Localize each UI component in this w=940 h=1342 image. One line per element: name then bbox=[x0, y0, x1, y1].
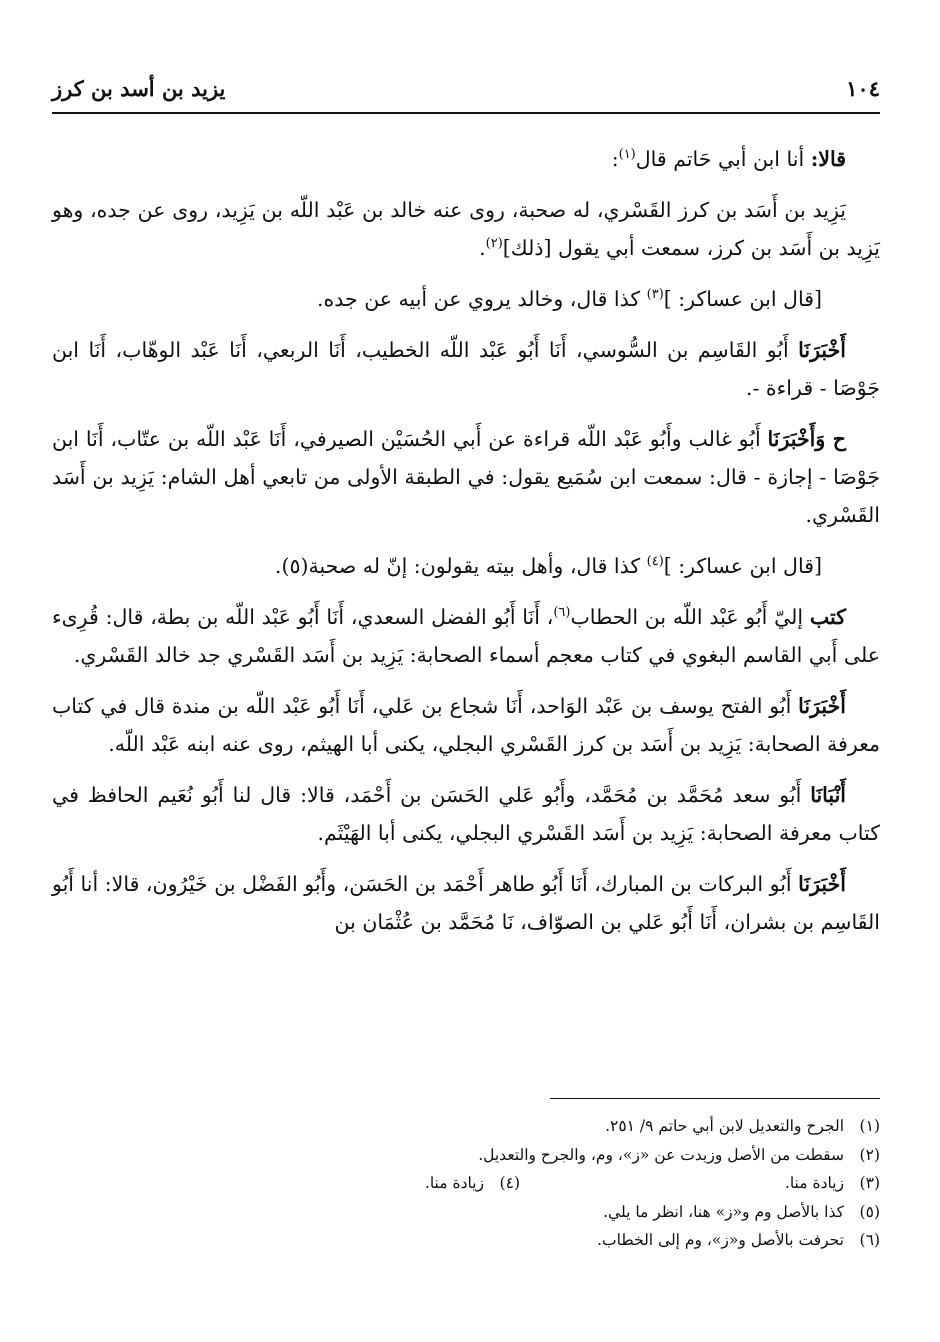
paragraph bbox=[52, 547, 880, 585]
paragraph-tail: : bbox=[611, 147, 619, 171]
main-text bbox=[52, 140, 880, 954]
footnote bbox=[52, 1141, 880, 1170]
running-title: يزيد بن أسد بن كرز bbox=[52, 76, 226, 101]
footnote-ref: (١) bbox=[618, 147, 636, 163]
page-number: ١٠٤ bbox=[846, 76, 880, 101]
footnote bbox=[52, 1112, 880, 1141]
footnote-number: (٥) bbox=[859, 1202, 880, 1221]
paragraph-lead: أَخْبَرَنَا bbox=[798, 872, 846, 896]
paragraph-text: أَبُو غالب وأَبُو عَبْد اللّه قراءة عن أَبي الحُسَيْن الصيرفي، أَنَا عَبْد اللّه بن عتّاب، أَنَا ابن جَوْصَا - إجازة - قال: سمعت ابن سُمَيع يقول: في الطبقة الأولى من تابعي أهل الشام: يَزِيد بن أَسَد القَسْري. bbox=[52, 427, 880, 527]
paragraph-text: أَبُو البركات بن المبارك، أَنَا أَبُو طاهر أَحْمَد بن الحَسَن، وأَبُو الفَضْل بن خَيْرُون، قالا: أنا أَبُو القَاسِم بن بشران، أَنَا أَبُو عَلي بن الصوّاف، نَا مُحَمَّد بن عُثْمَان بن bbox=[52, 872, 880, 934]
paragraph bbox=[52, 140, 880, 178]
paragraph-tail: ، أَنَا أَبُو الفضل السعدي، أَنَا أَبُو عَبْد اللّه بن بطة، قال: قُرِىء على أَبي القاسم البغوي في كتاب معجم أسماء الصحابة: يَزِيد بن أَسَد القَسْري جد خالد القَسْري. bbox=[52, 605, 880, 667]
footnote-ref: (٦) bbox=[553, 605, 571, 621]
paragraph-text: [قال ابن عساكر: ] bbox=[663, 554, 822, 578]
footnotes bbox=[52, 1112, 880, 1255]
footnote-number: (٦) bbox=[859, 1231, 880, 1249]
paragraph bbox=[52, 280, 880, 318]
paragraph-text: إليّ أَبُو عَبْد اللّه بن الحطاب bbox=[570, 605, 810, 629]
footnote-text: زيادة منا. bbox=[424, 1174, 484, 1192]
paragraph bbox=[52, 776, 880, 852]
footnote-number: (١) bbox=[859, 1117, 880, 1135]
paragraph-text: [قال ابن عساكر: ] bbox=[663, 287, 822, 311]
footnote-number: (٤) bbox=[499, 1174, 520, 1192]
paragraph-tail: . bbox=[479, 236, 486, 260]
paragraph-lead: أَخْبَرَنَا bbox=[798, 694, 846, 718]
footnote-ref: (٤) bbox=[646, 554, 664, 570]
footnote-text: زيادة منا. bbox=[784, 1174, 844, 1192]
footnote-text: تحرفت بالأصل و«ز»، وم إلى الخطاب. bbox=[597, 1231, 844, 1249]
paragraph-lead: قالا: bbox=[810, 147, 846, 171]
paragraph-lead: أَخْبَرَنَا bbox=[798, 338, 846, 362]
paragraph bbox=[52, 687, 880, 763]
footnote bbox=[52, 1198, 880, 1227]
paragraph-text: أَبُو سعد مُحَمَّد بن مُحَمَّد، وأَبُو عَلي الحَسَن بن أَحْمَد، قالا: قال لنا أَبُو نُعَيم الحافظ في كتاب معرفة الصحابة: يَزِيد بن أَسَد القَسْري البجلي، يكنى أبا الهَيْثَم. bbox=[52, 783, 880, 845]
footnote bbox=[52, 1226, 880, 1255]
footnote bbox=[425, 1169, 520, 1198]
footnote-number: (٣) bbox=[859, 1174, 880, 1192]
paragraph-tail: كذا قال، وأهل بيته يقولون: إنّ له صحبة(٥). bbox=[274, 554, 647, 578]
page-header bbox=[52, 76, 880, 114]
paragraph bbox=[52, 865, 880, 941]
footnote bbox=[785, 1174, 880, 1192]
footnote-text: الجرح والتعديل لابن أبي حاتم ٩/ ٢٥١. bbox=[605, 1117, 844, 1135]
footnote-ref: (٣) bbox=[646, 287, 664, 303]
footnote-pair bbox=[52, 1169, 880, 1198]
paragraph-text: أنا ابن أبي حَاتم قال bbox=[635, 147, 811, 171]
paragraph-text: أَبُو الفتح يوسف بن عَبْد الوَاحد، أَنَا شجاع بن عَلي، أَنَا أَبُو عَبْد اللّه بن مندة قال في كتاب معرفة الصحابة: يَزِيد بن أَسَد بن كرز القَسْري البجلي، يكنى أبا الهيثم، روى عنه ابنه عَبْد اللّه. bbox=[52, 694, 880, 756]
paragraph bbox=[52, 598, 880, 674]
footnote-divider bbox=[550, 1098, 880, 1099]
paragraph bbox=[52, 191, 880, 267]
paragraph-lead: كتب bbox=[809, 605, 846, 629]
paragraph-tail: كذا قال، وخالد يروي عن أبيه عن جده. bbox=[316, 287, 647, 311]
paragraph bbox=[52, 420, 880, 534]
footnote-number: (٢) bbox=[859, 1145, 880, 1164]
paragraph-text: يَزِيد بن أَسَد بن كرز القَسْري، له صحبة، روى عنه خالد بن عَبْد اللّه بن يَزِيد، روى عن جده، وهو يَزِيد بن أَسَد بن كرز، سمعت أبي يقول [ذلك] bbox=[52, 198, 880, 260]
footnote-text: كذا بالأصل وم و«ز» هنا، انظر ما يلي. bbox=[603, 1202, 844, 1221]
paragraph bbox=[52, 331, 880, 407]
paragraph-lead: ح وَأَخْبَرَنَا bbox=[767, 427, 846, 451]
paragraph-lead: أَنْبَانَا bbox=[810, 783, 846, 807]
paragraph-text: أَبُو القَاسِم بن السُّوسي، أَنَا أَبُو عَبْد اللّه الخطيب، أَنَا الربعي، أَنَا عَبْد الوهّاب، أَنَا ابن جَوْصَا - قراءة -. bbox=[52, 338, 880, 400]
footnote-ref: (٢) bbox=[485, 236, 503, 252]
footnote-text: سقطت من الأصل وزيدت عن «ز»، وم، والجرح والتعديل. bbox=[478, 1145, 844, 1164]
